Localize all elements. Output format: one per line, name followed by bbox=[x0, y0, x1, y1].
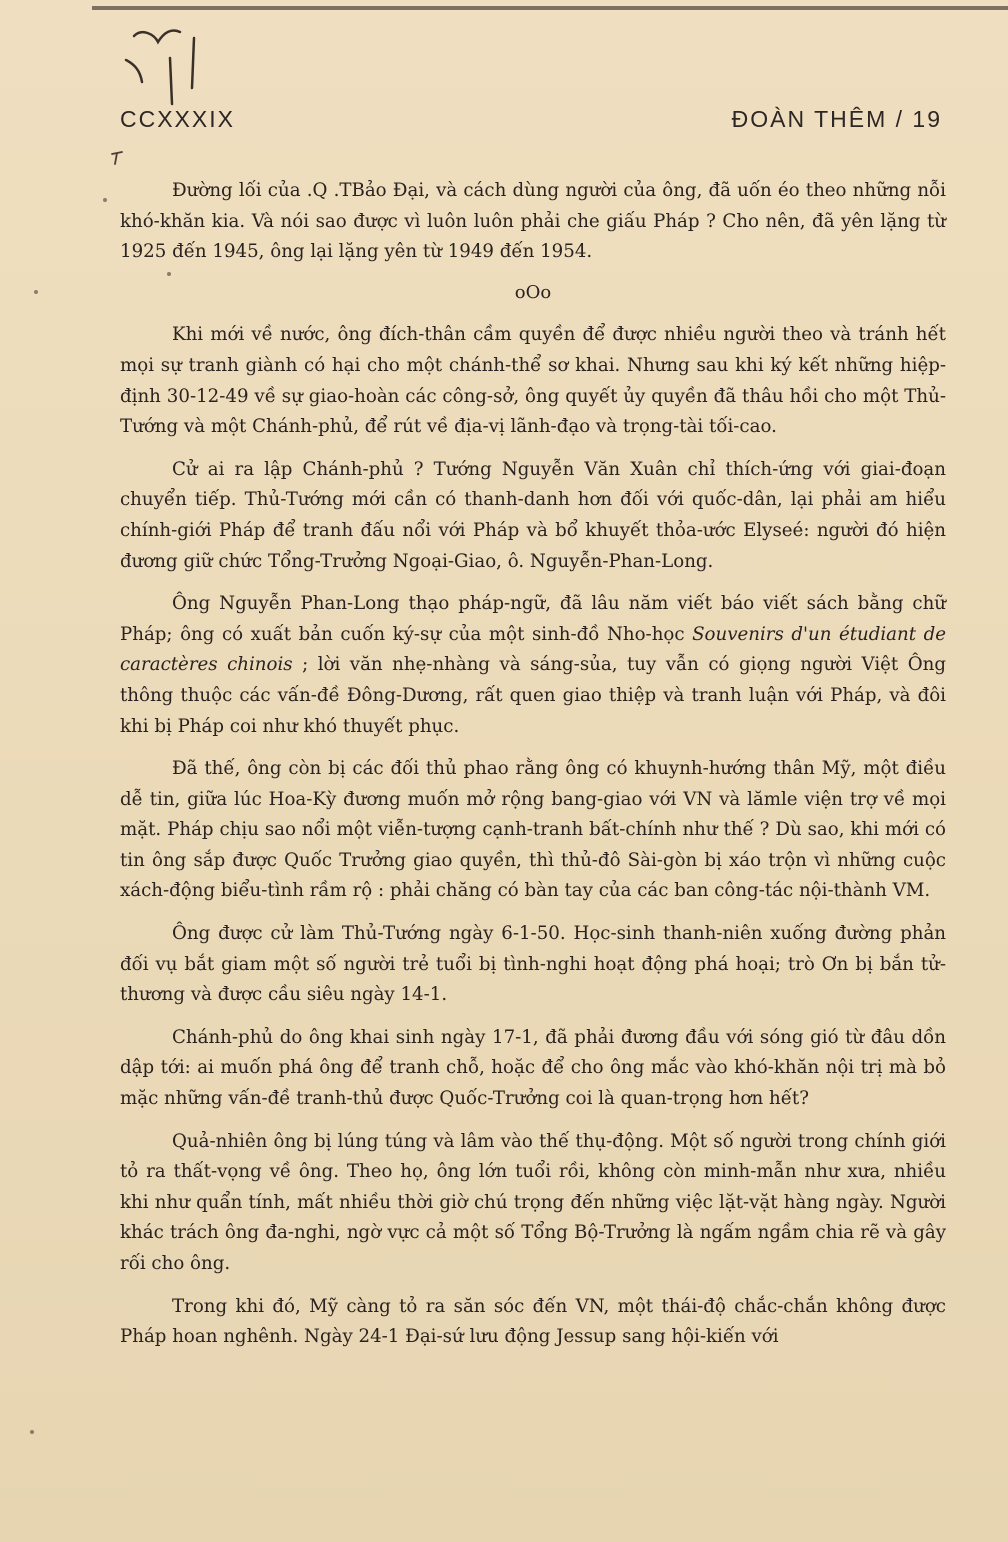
paragraph: Khi mới về nước, ông đích-thân cầm quyền để được nhiều người theo và tránh hết mọi sự tranh giành có hại cho một chánh-thể sơ khai. Nhưng sau khi ký kết những hiệp-định 30-12-49 về sự giao-hoàn các công-sở, ông quyết ủy quyền đã thâu hồi cho một Thủ-Tướng và một Chánh-phủ, để rút về địa-vị lãnh-đạo và trọng-tài tối-cao. bbox=[120, 324, 946, 438]
paragraph: Quả-nhiên ông bị lúng túng và lâm vào thế thụ-động. Một số người trong chính giới tỏ ra thất-vọng về ông. Theo họ, ông lớn tuổi rồi, không còn minh-mẫn như xưa, nhiều khi như quẩn tính, mất nhiều thời giờ chú trọng đến những việc lặt-vặt hàng ngày. Người khác trách ông đa-nghi, ngờ vực cả một số Tổng Bộ-Trưởng là ngấm ngầm chia rẽ và gây rối cho ông. bbox=[120, 1130, 946, 1274]
chapter-number: CCXXXIX bbox=[120, 106, 235, 132]
paragraph: Cử ai ra lập Chánh-phủ ? Tướng Nguyễn Văn Xuân chỉ thích-ứng với giai-đoạn chuyển tiếp. Thủ-Tướng mới cần có thanh-danh hơn đối với quốc-dân, lại phải am hiểu chính-giới Pháp để tranh đấu nổi với Pháp và bổ khuyết thỏa-ước Elyseé: người đó hiện đương giữ chức Tổng-Trưởng Ngoại-Giao, ô. Nguyễn-Phan-Long. bbox=[120, 458, 946, 572]
paragraph-text: Ông Nguyễn Phan-Long thạo pháp-ngữ, đã lâu năm viết báo viết sách bằng chữ Pháp; ông có xuất bản cuốn ký-sự của một sinh-đồ Nho-học bbox=[120, 593, 946, 645]
speck bbox=[34, 290, 38, 294]
paragraph: Đường lối của .Q .TBảo Đại, và cách dùng người của ông, đã uốn éo theo những nỗi khó-khăn kia. Và nói sao được vì luôn luôn phải che giấu Pháp ? Cho nên, đã yên lặng từ 1925 đến 1945, ông lại lặng yên từ 1949 đến 1954. bbox=[120, 180, 946, 263]
page-header bbox=[120, 106, 942, 140]
paragraph: Ông được cử làm Thủ-Tướng ngày 6-1-50. Học-sinh thanh-niên xuống đường phản đối vụ bắt giam một số người trẻ tuổi bị tình-nghi hoạt động phá hoại; trò Ơn bị bắn tử-thương và được cầu siêu ngày 14-1. bbox=[120, 923, 946, 1006]
paragraph bbox=[120, 589, 946, 742]
speck bbox=[103, 198, 107, 202]
speck bbox=[30, 1430, 34, 1434]
body-text bbox=[120, 176, 946, 1365]
handwritten-mark bbox=[112, 18, 208, 108]
paragraph-text: ; lời văn nhẹ-nhàng và sáng-sủa, tuy vẫn có giọng người Việt Ông thông thuộc các vấn-đề Đông-Dương, rất quen giao thiệp và tranh luận với Pháp, và đôi khi bị Pháp coi như khó thuyết phục. bbox=[120, 654, 946, 737]
pencil-tick-mark bbox=[110, 150, 124, 166]
author-page-number: ĐOÀN THÊM / 19 bbox=[731, 106, 942, 132]
paragraph: Trong khi đó, Mỹ càng tỏ ra săn sóc đến VN, một thái-độ chắc-chắn không được Pháp hoan nghênh. Ngày 24-1 Đại-sứ lưu động Jessup sang hội-kiến với bbox=[120, 1295, 946, 1348]
top-edge-rule bbox=[92, 6, 1008, 10]
paragraph: Đã thế, ông còn bị các đối thủ phao rằng ông có khuynh-hướng thân Mỹ, một điều dễ tin, giữa lúc Hoa-Kỳ đương muốn mở rộng bang-giao với VN và lămle viện trợ về mọi mặt. Pháp chịu sao nổi một viễn-tượng cạnh-tranh bất-chính như thế ? Dù sao, khi mới có tin ông sắp được Quốc Trưởng giao quyền, thì thủ-đô Sài-gòn bị xáo trộn vì những cuộc xách-động biểu-tình rầm rộ : phải chăng có bàn tay của các ban công-tác nội-thành VM. bbox=[120, 758, 946, 902]
book-title: Souvenirs d'un étudiant de caractères chinois bbox=[120, 623, 946, 676]
paragraph: Chánh-phủ do ông khai sinh ngày 17-1, đã phải đương đầu với sóng gió từ đâu dồn dập tới: ai muốn phá ông để tranh chỗ, hoặc để cho ông mắc vào khó-khăn nội trị mà bỏ mặc những vấn-đề tranh-thủ được Quốc-Trưởng coi là quan-trọng hơn hết? bbox=[120, 1026, 946, 1110]
section-separator: oOo bbox=[514, 281, 552, 303]
